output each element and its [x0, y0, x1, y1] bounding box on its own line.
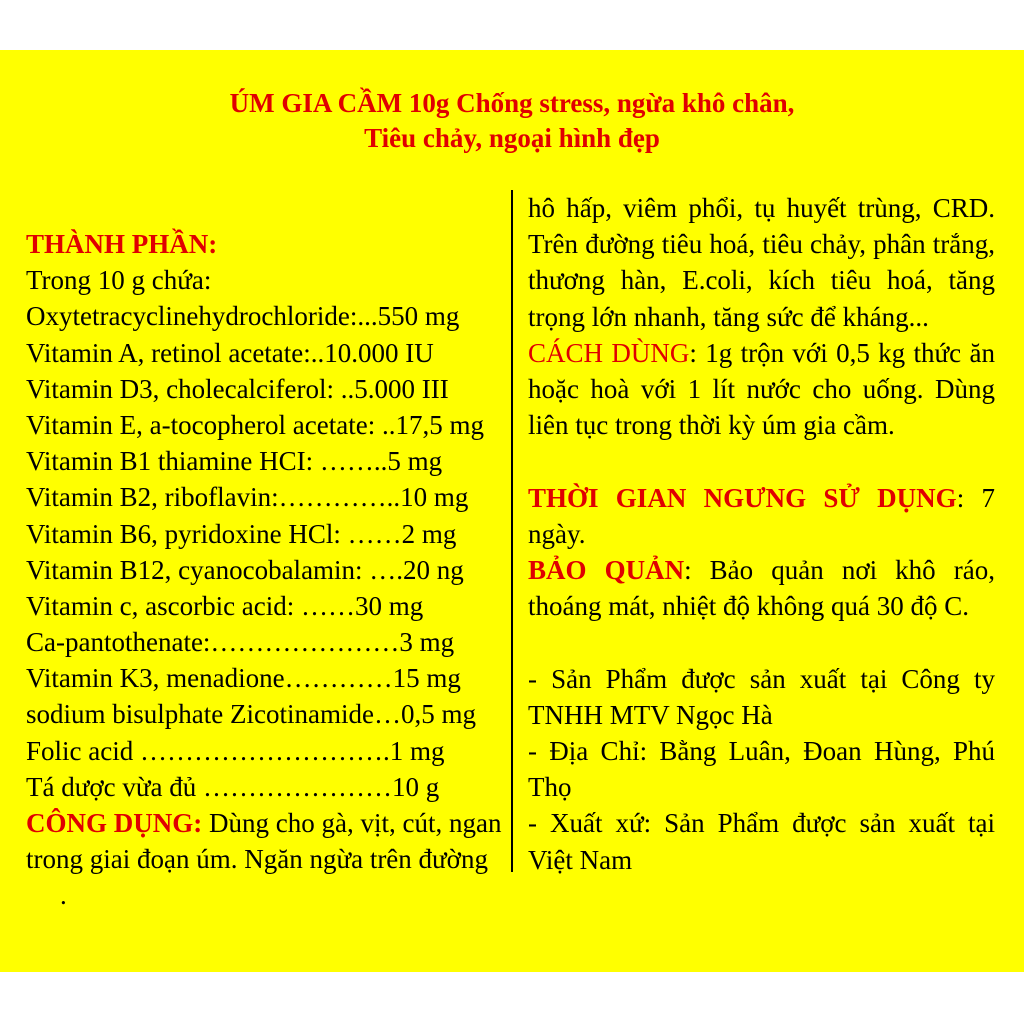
uses-text-continued: hô hấp, viêm phổi, tụ huyết trùng, CRD. Trên đường tiêu hoá, tiêu chảy, phân trắng, thương hàn, E.coli, kích tiêu hoá, tăng trọng lớn nhanh, tăng sức để kháng... [528, 193, 995, 332]
ingredient-line: Vitamin E, a-tocopherol acetate: ..17,5 mg [26, 409, 484, 440]
ingredient-line: Vitamin B6, pyridoxine HCl: ……2 mg [26, 518, 457, 549]
ingredient-line: sodium bisulphate Zicotinamide…0,5 mg [26, 699, 476, 730]
ingredient-line: Vitamin A, retinol acetate:..10.000 IU [26, 337, 434, 368]
ingredient-line: Vitamin D3, cholecalciferol: ..5.000 III [26, 373, 449, 404]
right-column [528, 190, 995, 878]
withdrawal-text: : 7 ngày. [528, 482, 995, 549]
origin-info: - Xuất xứ: Sản Phẩm được sản xuất tại Việt Nam [528, 808, 995, 875]
ingredient-line: Folic acid ……………………….1 mg [26, 735, 445, 766]
ingredient-line: Vitamin B12, cyanocobalamin: ….20 ng [26, 554, 464, 585]
uses-text-start: Dùng cho gà, vịt, cút, ngan trong giai đoạn úm. Ngăn ngừa trên đường [26, 808, 502, 875]
storage-text: : Bảo quản nơi khô ráo, thoáng mát, nhiệt độ không quá 30 độ C. [528, 555, 995, 622]
product-title-line-1: ÚM GIA CẦM 10g Chống stress, ngừa khô chân, [229, 88, 795, 118]
dosage-text: : 1g trộn với 0,5 kg thức ăn hoặc hoà với 1 lít nước cho uống. Dùng liên tục trong thời kỳ úm gia cầm. [528, 337, 995, 441]
storage-paragraph [528, 552, 995, 624]
spacer [528, 624, 995, 660]
ingredient-line: Oxytetracyclinehydrochloride:...550 mg [26, 301, 460, 332]
ingredient-line: Vitamin B1 thiamine HCI: ……..5 mg [26, 446, 443, 477]
ingredient-line: Tá dược vừa đủ …………………10 g [26, 771, 440, 802]
ingredient-line: Vitamin K3, menadione…………15 mg [26, 663, 461, 694]
composition-heading: THÀNH PHẦN: [26, 229, 218, 259]
uses-paragraph [26, 805, 504, 877]
product-title-line-2: Tiêu chảy, ngoại hình đẹp [364, 123, 660, 153]
spacer [528, 443, 995, 479]
left-column [26, 226, 504, 877]
column-divider [511, 190, 513, 872]
manufacturer-info: - Sản Phẩm được sản xuất tại Công ty TNHH MTV Ngọc Hà [528, 663, 995, 730]
withdrawal-heading: THỜI GIAN NGƯNG SỬ DỤNG [528, 482, 957, 513]
storage-heading: BẢO QUẢN [528, 555, 685, 586]
uses-heading: CÔNG DỤNG: [26, 808, 203, 838]
stray-mark: . [60, 880, 67, 910]
withdrawal-paragraph [528, 480, 995, 552]
ingredient-line: Ca-pantothenate:…………………3 mg [26, 627, 455, 658]
ingredient-line: Vitamin B2, riboflavin:…………..10 mg [26, 482, 469, 513]
dosage-paragraph [528, 335, 995, 444]
dosage-heading: CÁCH DÙNG [528, 337, 690, 368]
address-info: - Địa Chỉ: Bằng Luân, Đoan Hùng, Phú Thọ [528, 736, 995, 803]
ingredient-line: Vitamin c, ascorbic acid: ……30 mg [26, 590, 424, 621]
composition-intro: Trong 10 g chứa: [26, 265, 212, 296]
